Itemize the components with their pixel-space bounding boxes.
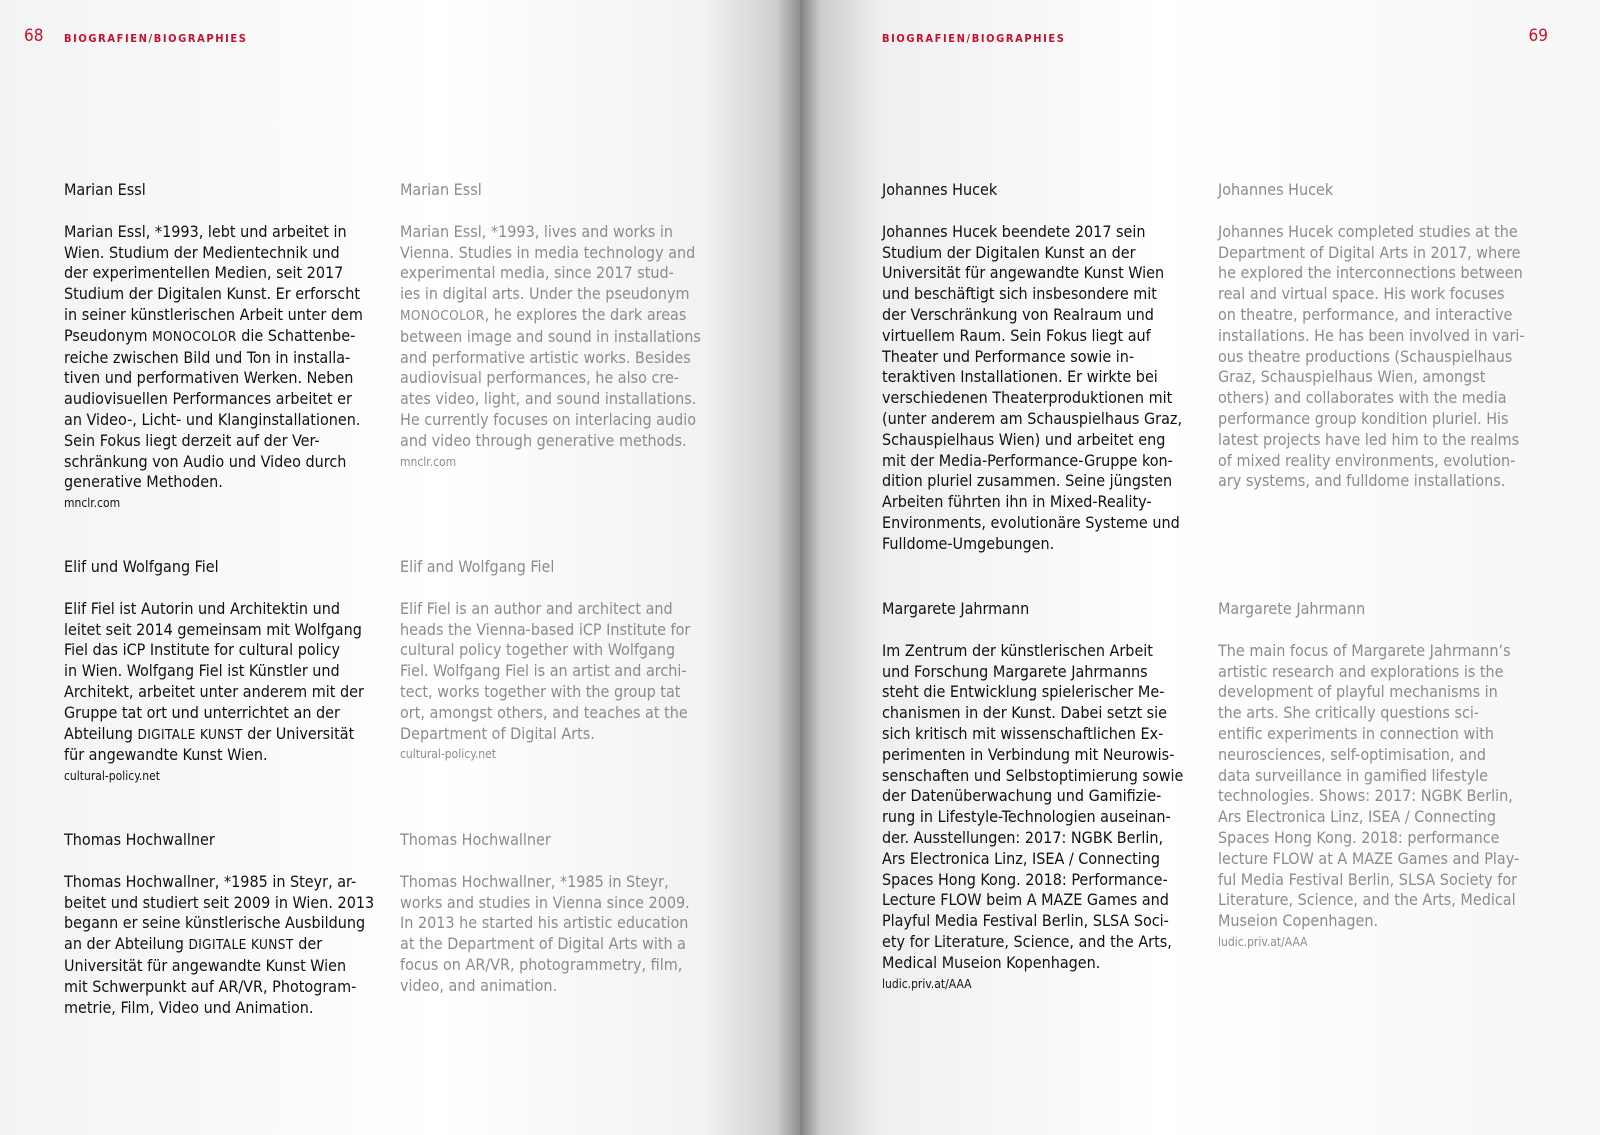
text-line: dition pluriel zusammen. Seine jüngsten xyxy=(882,471,1173,491)
bio-name: Thomas Hochwallner xyxy=(64,830,215,849)
text-line: Marian Essl, *1993, lives and works in xyxy=(400,221,673,241)
text-line: he explored the interconnections between xyxy=(1218,263,1523,283)
text-line: senschaften und Selbstoptimierung sowie xyxy=(882,765,1184,785)
text-line: heads the Vienna-based iCP Institute for xyxy=(400,619,691,639)
bio-german xyxy=(882,599,1212,993)
bio-text xyxy=(400,872,730,997)
text-line: (unter anderem am Schauspielhaus Graz, xyxy=(882,408,1183,428)
text-line: experimental media, since 2017 stud- xyxy=(400,263,674,283)
text-line: real and virtual space. His work focuses xyxy=(1218,284,1505,304)
bio-german xyxy=(64,180,394,512)
text-line: He currently focuses on interlacing audio xyxy=(400,409,697,429)
text-line: metrie, Film, Video und Animation. xyxy=(64,997,314,1017)
text-line: between image and sound in installations xyxy=(400,326,701,346)
bio-name: Johannes Hucek xyxy=(1218,180,1334,199)
text-line: Johannes Hucek beendete 2017 sein xyxy=(882,221,1146,241)
text-line: Literature, Science, and the Arts, Medical xyxy=(1218,890,1516,910)
text-line: Gruppe tat ort und unterrichtet an der xyxy=(64,702,340,722)
text-line: in Wien. Wolfgang Fiel ist Künstler und xyxy=(64,661,340,681)
text-line: an der Abteilung DIGITALE KUNST der xyxy=(64,934,323,954)
text-line: Elif Fiel ist Autorin und Architektin und xyxy=(64,598,340,618)
text-line: generative Methoden. xyxy=(64,472,223,492)
bio-german xyxy=(64,557,394,785)
website-link[interactable]: mnclr.com xyxy=(400,454,457,469)
text-line: Spaces Hong Kong. 2018: performance xyxy=(1218,827,1500,847)
bio-english xyxy=(1218,180,1548,492)
text-line: leitet seit 2014 gemeinsam mit Wolfgang xyxy=(64,619,362,639)
text-line: Thomas Hochwallner, *1985 in Steyr, ar- xyxy=(64,871,357,891)
text-line: Museion Copenhagen. xyxy=(1218,911,1379,931)
text-line: mit der Media-Performance-Gruppe kon- xyxy=(882,450,1173,470)
text-line: and performative artistic works. Besides xyxy=(400,347,691,367)
text-line: der Datenüberwachung und Gamifizie- xyxy=(882,786,1162,806)
bio-german xyxy=(882,180,1212,555)
page-number-left: 68 xyxy=(24,26,44,46)
right-page xyxy=(800,0,1600,1135)
bio-text xyxy=(64,222,394,493)
text-line: entific experiments in connection with xyxy=(1218,723,1495,743)
bio-text xyxy=(1218,222,1548,492)
text-line: Ars Electronica Linz, ISEA / Connecting xyxy=(882,848,1161,868)
text-line: Johannes Hucek completed studies at the xyxy=(1218,221,1518,241)
text-line: performance group kondition pluriel. His xyxy=(1218,408,1509,428)
text-line: Thomas Hochwallner, *1985 in Steyr, xyxy=(400,871,669,891)
text-line: reiche zwischen Bild und Ton in installa- xyxy=(64,347,351,367)
bio-name: Johannes Hucek xyxy=(882,180,998,199)
text-line: tect, works together with the group tat xyxy=(400,681,681,701)
text-line: In 2013 he started his artistic education xyxy=(400,913,689,933)
text-line: Department of Digital Arts. xyxy=(400,723,595,743)
text-line: artistic research and explorations is the xyxy=(1218,661,1504,681)
text-line: Theater und Performance sowie in- xyxy=(882,346,1135,366)
text-line: lecture FLOW at A MAZE Games and Play- xyxy=(1218,848,1520,868)
text-line: installations. He has been involved in vari- xyxy=(1218,325,1525,345)
text-line: Fiel das iCP Institute for cultural policy xyxy=(64,640,341,660)
text-line: Schauspielhaus Wien) und arbeitet eng xyxy=(882,429,1166,449)
text-line: Lecture FLOW beim A MAZE Games and xyxy=(882,890,1169,910)
running-head-left: BIOGRAFIEN/BIOGRAPHIES xyxy=(64,32,248,45)
text-line: beitet und studiert seit 2009 in Wien. 2013 xyxy=(64,892,375,912)
bio-name: Marian Essl xyxy=(400,180,482,199)
text-line: der Verschränkung von Realraum und xyxy=(882,304,1154,324)
text-line: tiven und performativen Werken. Neben xyxy=(64,368,354,388)
text-line: others) and collaborates with the media xyxy=(1218,388,1507,408)
bio-text xyxy=(400,599,730,745)
text-line: verschiedenen Theaterproduktionen mit xyxy=(882,388,1173,408)
text-line: Universität für angewandte Kunst Wien xyxy=(882,263,1165,283)
text-line: sich kritisch mit wissenschaftlichen Ex- xyxy=(882,723,1164,743)
text-line: schränkung von Audio und Video durch xyxy=(64,451,347,471)
text-line: an Video-, Licht- und Klanginstallationen. xyxy=(64,409,361,429)
text-line: und Forschung Margarete Jahrmanns xyxy=(882,661,1148,681)
text-line: Arbeiten führten ihn in Mixed-Reality- xyxy=(882,492,1152,512)
bio-name: Marian Essl xyxy=(64,180,146,199)
text-line: Universität für angewandte Kunst Wien xyxy=(64,955,347,975)
text-line: Medical Museion Kopenhagen. xyxy=(882,952,1101,972)
text-line: Department of Digital Arts in 2017, where xyxy=(1218,242,1521,262)
text-line: steht die Entwicklung spielerischer Me- xyxy=(882,682,1165,702)
text-line: works and studies in Vienna since 2009. xyxy=(400,892,690,912)
text-line: cultural policy together with Wolfgang xyxy=(400,640,676,660)
text-line: Im Zentrum der künstlerischen Arbeit xyxy=(882,640,1153,660)
text-line: Ars Electronica Linz, ISEA / Connecting xyxy=(1218,807,1497,827)
text-line: Wien. Studium der Medientechnik und xyxy=(64,242,340,262)
text-line: perimenten in Verbindung mit Neurowis- xyxy=(882,744,1175,764)
text-line: ort, amongst others, and teaches at the xyxy=(400,702,688,722)
text-line: rung in Lifestyle-Technologien auseinan- xyxy=(882,807,1171,827)
small-caps-term: DIGITALE KUNST xyxy=(188,937,294,954)
text-line: at the Department of Digital Arts with a xyxy=(400,934,686,954)
text-line: video, and animation. xyxy=(400,975,558,995)
bio-name: Elif und Wolfgang Fiel xyxy=(64,557,219,576)
text-line: chanismen in der Kunst. Dabei setzt sie xyxy=(882,703,1168,723)
text-line: Sein Fokus liegt derzeit auf der Ver- xyxy=(64,430,320,450)
running-head-right: BIOGRAFIEN/BIOGRAPHIES xyxy=(882,32,1066,45)
bio-name: Margarete Jahrmann xyxy=(1218,599,1366,618)
website-link[interactable]: ludic.priv.at/AAA xyxy=(1218,934,1308,949)
text-line: of mixed reality environments, evolution- xyxy=(1218,450,1516,470)
text-line: mit Schwerpunkt auf AR/VR, Photogram- xyxy=(64,976,357,996)
bio-english xyxy=(400,830,730,997)
text-line: virtuellem Raum. Sein Fokus liegt auf xyxy=(882,325,1151,345)
website-link[interactable]: cultural-policy.net xyxy=(400,747,497,762)
text-line: in seiner künstlerischen Arbeit unter dem xyxy=(64,304,363,324)
bio-name: Thomas Hochwallner xyxy=(400,830,551,849)
small-caps-term: DIGITALE KUNST xyxy=(137,726,243,743)
text-line: development of playful mechanisms in xyxy=(1218,682,1498,702)
text-line: latest projects have led him to the realms xyxy=(1218,429,1520,449)
text-line: ates video, light, and sound installations. xyxy=(400,389,697,409)
text-line: audiovisual performances, he also cre- xyxy=(400,368,679,388)
text-line: Fulldome-Umgebungen. xyxy=(882,533,1055,553)
bio-text xyxy=(882,222,1212,555)
text-line: technologies. Shows: 2017: NGBK Berlin, xyxy=(1218,786,1513,806)
bio-english xyxy=(1218,599,1548,951)
text-line: and video through generative methods. xyxy=(400,430,687,450)
text-line: Environments, evolutionäre Systeme und xyxy=(882,512,1180,532)
bio-name: Elif and Wolfgang Fiel xyxy=(400,557,555,576)
text-line: focus on AR/VR, photogrammetry, film, xyxy=(400,954,683,974)
text-line: für angewandte Kunst Wien. xyxy=(64,745,268,765)
text-line: Pseudonym MONOCOLOR die Schattenbe- xyxy=(64,325,356,345)
bio-german xyxy=(64,830,394,1018)
bio-text xyxy=(400,222,730,452)
bio-name: Margarete Jahrmann xyxy=(882,599,1030,618)
bio-text xyxy=(64,872,394,1019)
text-line: Studium der Digitalen Kunst. Er erforscht xyxy=(64,284,360,304)
text-line: der. Ausstellungen: 2017: NGBK Berlin, xyxy=(882,827,1164,847)
text-line: ary systems, and fulldome installations. xyxy=(1218,471,1506,491)
text-line: ies in digital arts. Under the pseudonym xyxy=(400,284,690,304)
text-line: The main focus of Margarete Jahrmann’s xyxy=(1218,640,1511,660)
text-line: ful Media Festival Berlin, SLSA Society for xyxy=(1218,869,1518,889)
text-line: neurosciences, self-optimisation, and xyxy=(1218,744,1487,764)
text-line: und beschäftigt sich insbesondere mit xyxy=(882,284,1157,304)
text-line: MONOCOLOR, he explores the dark areas xyxy=(400,304,687,324)
text-line: Vienna. Studies in media technology and xyxy=(400,242,696,262)
text-line: data surveillance in gamified lifestyle xyxy=(1218,765,1488,785)
bio-text xyxy=(1218,641,1548,932)
text-line: Playful Media Festival Berlin, SLSA Soci- xyxy=(882,911,1169,931)
website-link[interactable]: cultural-policy.net xyxy=(64,769,161,784)
text-line: the arts. She critically questions sci- xyxy=(1218,703,1480,723)
text-line: Fiel. Wolfgang Fiel is an artist and archi- xyxy=(400,661,687,681)
website-link[interactable]: ludic.priv.at/AAA xyxy=(882,976,972,991)
small-caps-term: MONOCOLOR xyxy=(400,307,485,324)
text-line: Studium der Digitalen Kunst an der xyxy=(882,242,1136,262)
bio-english xyxy=(400,180,730,471)
bio-text xyxy=(64,599,394,766)
text-line: Abteilung DIGITALE KUNST der Universität xyxy=(64,723,355,743)
text-line: Elif Fiel is an author and architect and xyxy=(400,598,673,618)
text-line: on theatre, performance, and interactive xyxy=(1218,304,1513,324)
website-link[interactable]: mnclr.com xyxy=(64,496,121,511)
small-caps-term: MONOCOLOR xyxy=(152,328,237,345)
text-line: ous theatre productions (Schauspielhaus xyxy=(1218,346,1513,366)
text-line: Marian Essl, *1993, lebt und arbeitet in xyxy=(64,221,347,241)
text-line: teraktiven Installationen. Er wirkte bei xyxy=(882,367,1158,387)
text-line: Architekt, arbeitet unter anderem mit der xyxy=(64,681,364,701)
text-line: Spaces Hong Kong. 2018: Performance- xyxy=(882,869,1168,889)
page-number-right: 69 xyxy=(1528,26,1548,46)
text-line: der experimentellen Medien, seit 2017 xyxy=(64,263,344,283)
bio-text xyxy=(882,641,1212,974)
text-line: begann er seine künstlerische Ausbildung xyxy=(64,913,366,933)
text-line: ety for Literature, Science, and the Arts, xyxy=(882,931,1172,951)
text-line: audiovisuellen Performances arbeitet er xyxy=(64,389,352,409)
bio-english xyxy=(400,557,730,763)
text-line: Graz, Schauspielhaus Wien, amongst xyxy=(1218,367,1486,387)
